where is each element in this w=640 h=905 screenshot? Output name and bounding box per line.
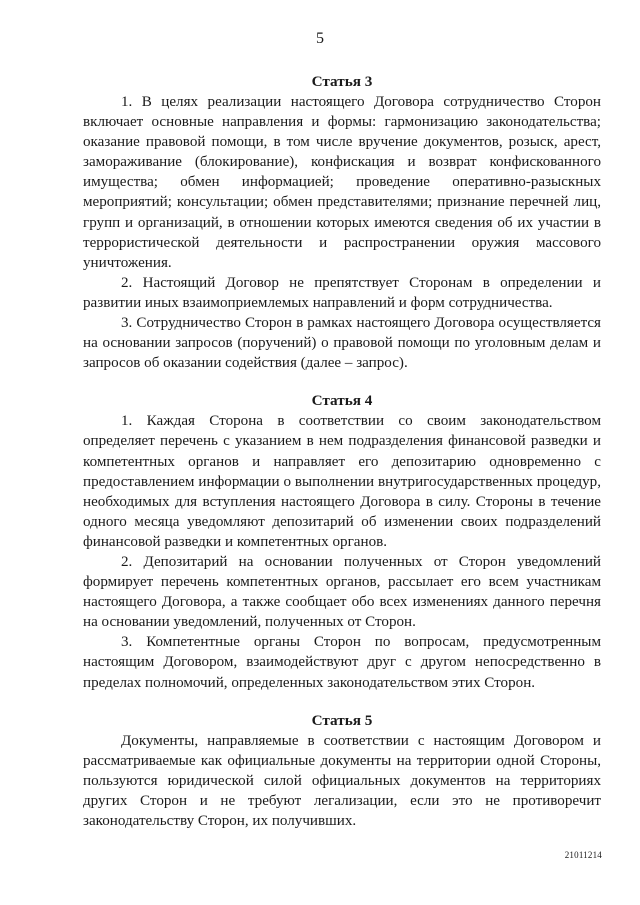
- article-title: Статья 3: [311, 73, 373, 90]
- page-number: 5: [316, 30, 324, 47]
- article-5: [83, 711, 601, 831]
- article-title: Статья 4: [311, 392, 373, 410]
- article-paragraph: 2. Депозитарий на основании полученных от Сторон уведомлений формирует перечень компетентных органов, рассылает его всем участникам настоящего Договора, а также сообщает обо всех изменениях данного перечня на основании уведомлений, полученных от Сторон.: [83, 553, 601, 631]
- article-paragraph: Документы, направляемые в соответствии с настоящим Договором и рассматриваемые как официальные документы на территории одной Стороны, пользуются юридической силой официальных документов на территориях других Сторон и не требуют легализации, если это не противоречит законодательству Сторон, их получивших.: [83, 732, 601, 829]
- article-paragraph: 1. Каждая Сторона в соответствии со своим законодательством определяет перечень с указанием в нем подразделения финансовой разведки и компетентных органов и направляет его депозитарию одновременно с предоставлением информации о выполнении внутригосударственных процедур, необходимых для вступления настоящего Договора в силу. Стороны в течение одного месяца уведомляют депозитарий об изменении своих подразделений финансовой разведки и компетентных органов.: [83, 413, 601, 550]
- document-code: 21011214: [564, 850, 602, 860]
- article-paragraph: 3. Компетентные органы Сторон по вопросам, предусмотренным настоящим Договором, взаимодействуют друг с другом непосредственно в пределах полномочий, определенных законодательством этих Сторон.: [83, 634, 601, 691]
- article-paragraph: 2. Настоящий Договор не препятствует Сторонам в определении и развитии иных взаимоприемлемых направлений и форм сотрудничества.: [83, 274, 601, 311]
- article-3: [83, 72, 601, 373]
- article-title: Статья 5: [311, 711, 373, 729]
- article-paragraph: 1. В целях реализации настоящего Договора сотрудничество Сторон включает основные направления и формы: гармонизацию законодательства; оказание правовой помощи, в том числе вручение документов, розыск, арест, замораживание (блокирование), конфискация и возврат конфискованного имущества; обмен информацией; проведение оперативно-разыскных мероприятий; консультации; обмен представителями; признание перечней лиц, групп и организаций, в отношении которых имеются сведения об их участии в террористической деятельности и распространении оружия массового уничтожения.: [83, 94, 601, 271]
- document-body: [83, 72, 601, 831]
- article-4: [83, 391, 601, 692]
- article-paragraph: 3. Сотрудничество Сторон в рамках настоящего Договора осуществляется на основании запросов (поручений) о правовой помощи по уголовным делам и запросов об оказании содействия (далее – запрос).: [83, 315, 601, 372]
